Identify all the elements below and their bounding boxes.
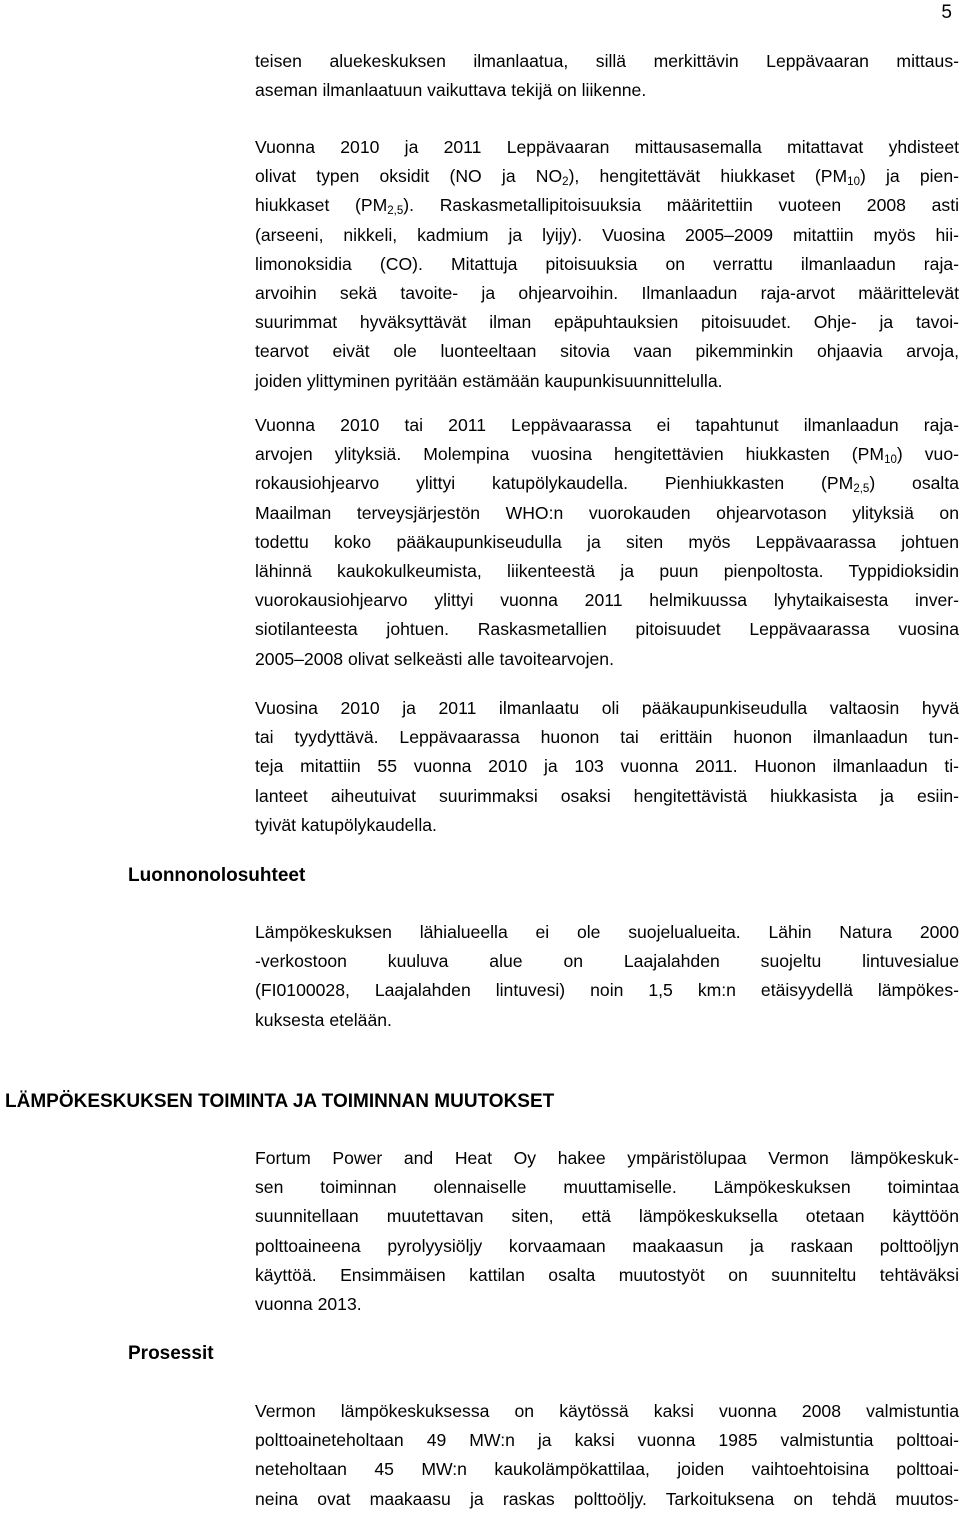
side-heading-prosessit: Prosessit	[128, 1343, 214, 1364]
paragraph-traffic-intro	[255, 47, 959, 105]
text-line: lanteet aiheutuivat suurimmaksi osaksi hengitettävistä hiukkasista ja esiin-	[255, 785, 959, 806]
text-line: Vuonna 2010 ja 2011 Leppävaaran mittausasemalla mitattavat yhdisteet	[255, 137, 959, 157]
text-line: Lämpökeskuksen lähialueella ei ole suojelualueita. Lähin Natura 2000	[255, 922, 959, 942]
paragraph-natura	[255, 918, 959, 1035]
paragraph-permit-application	[255, 1144, 959, 1319]
text-line: sen toiminnan olennaiselle muuttamiselle. Lämpökeskuksen toimintaa	[255, 1177, 959, 1198]
text-line: käyttöä. Ensimmäisen kattilan osalta muutostyöt on suunniteltu tehtäväksi	[255, 1264, 959, 1285]
text-line: kuksesta etelään.	[255, 1009, 392, 1030]
text-line: neteholtaan 45 MW:n kaukolämpökattilaa, joiden vaihtoehtoisina polttoai-	[255, 1459, 959, 1480]
text-line: neina ovat maakaasu ja raskas polttoöljy. Tarkoituksena on tehdä muutos-	[255, 1488, 959, 1509]
text-line: limonoksidia (CO). Mitattuja pitoisuuksia on verrattu ilmanlaadun raja-	[255, 253, 959, 274]
paragraph-air-quality	[255, 694, 959, 840]
text-line: siotilanteesta johtuen. Raskasmetallien pitoisuudet Leppävaarassa vuosina	[255, 619, 959, 640]
text-line: (FI0100028, Laajalahden lintuvesi) noin 1,5 km:n etäisyydellä lämpökes-	[255, 980, 959, 1001]
text-line: arvoihin sekä tavoite- ja ohjearvoihin. Ilmanlaadun raja-arvot määrittelevät	[255, 282, 959, 303]
text-line: joiden ylittyminen pyritään estämään kaupunkisuunnittelulla.	[255, 370, 723, 391]
text-line: teja mitattiin 55 vuonna 2010 ja 103 vuonna 2011. Huonon ilmanlaadun ti-	[255, 756, 959, 777]
text-line: vuorokausiohjearvo ylittyi vuonna 2011 helmikuussa lyhytaikaisesta inver-	[255, 590, 959, 611]
text-line: tai tyydyttävä. Leppävaarassa huonon tai erittäin huonon ilmanlaadun tun-	[255, 727, 959, 748]
paragraph-exceedances	[255, 411, 959, 674]
text-line: rokausiohjearvo ylittyi katupölykaudella. Pienhiukkasten $(PM_{2,5})$ osalta	[255, 473, 959, 496]
text-line: olivat typen oksidit (NO ja $NO_2$), hengitettävät hiukkaset $(PM_{10})$ ja pien-	[255, 166, 959, 189]
text-line: Vuonna 2010 tai 2011 Leppävaarassa ei tapahtunut ilmanlaadun raja-	[255, 415, 959, 435]
text-line: suurimmat hyväksyttävät ilman epäpuhtauksien pitoisuudet. Ohje- ja tavoi-	[255, 312, 959, 333]
text-line: arvojen ylityksiä. Molempina vuosina hengitettävien hiukkasten $(PM_{10})$ vuo-	[255, 444, 959, 467]
text-line: vuonna 2013.	[255, 1293, 362, 1314]
text-line: Vuosina 2010 ja 2011 ilmanlaatu oli pääkaupunkiseudulla valtaosin hyvä	[255, 698, 959, 718]
text-line: 2005–2008 olivat selkeästi alle tavoitearvojen.	[255, 648, 614, 669]
text-line: Vermon lämpökeskuksessa on käytössä kaksi vuonna 2008 valmistuntia	[255, 1401, 959, 1421]
text-line: polttoaineena pyrolyysiöljy korvaamaan maakaasun ja raskaan polttoöljyn	[255, 1235, 959, 1256]
text-line: suunnitellaan muutettavan siten, että lämpökeskuksella otetaan käyttöön	[255, 1206, 959, 1227]
text-line: todettu koko pääkaupunkiseudulla ja siten myös Leppävaarassa johtuen	[255, 531, 959, 552]
page-number: 5	[941, 2, 952, 23]
text-line: Fortum Power and Heat Oy hakee ympäristölupaa Vermon lämpökeskuk-	[255, 1148, 959, 1168]
paragraph-measured-compounds	[255, 133, 959, 396]
text-line: (arseeni, nikkeli, kadmium ja lyijy). Vuosina 2005–2009 mitattiin myös hii-	[255, 224, 959, 245]
text-line: tearvot eivät ole luonteeltaan sitovia vaan pikemminkin ohjaavia arvoja,	[255, 341, 959, 362]
text-line: tyivät katupölykaudella.	[255, 814, 437, 835]
side-heading-luonnonolosuhteet: Luonnonolosuhteet	[128, 865, 306, 886]
section-heading: LÄMPÖKESKUKSEN TOIMINTA JA TOIMINNAN MUUTOKSET	[5, 1091, 555, 1112]
text-line: teisen aluekeskuksen ilmanlaatua, sillä merkittävin Leppävaaran mittaus-	[255, 51, 959, 71]
paragraph-boilers	[255, 1397, 959, 1514]
text-line: lähinnä kaukokulkeumista, liikenteestä ja puun pienpoltosta. Typpidioksidin	[255, 560, 959, 581]
text-line: aseman ilmanlaatuun vaikuttava tekijä on liikenne.	[255, 80, 647, 101]
text-line: Maailman terveysjärjestön WHO:n vuorokauden ohjearvotason ylityksiä on	[255, 502, 959, 523]
text-line: -verkostoon kuuluva alue on Laajalahden suojeltu lintuvesialue	[255, 951, 959, 972]
text-line: polttoaineteholtaan 49 MW:n ja kaksi vuonna 1985 valmistuntia polttoai-	[255, 1430, 959, 1451]
text-line: hiukkaset $(PM_{2,5})$. Raskasmetallipitoisuuksia määritettiin vuoteen 2008 asti	[255, 195, 959, 218]
